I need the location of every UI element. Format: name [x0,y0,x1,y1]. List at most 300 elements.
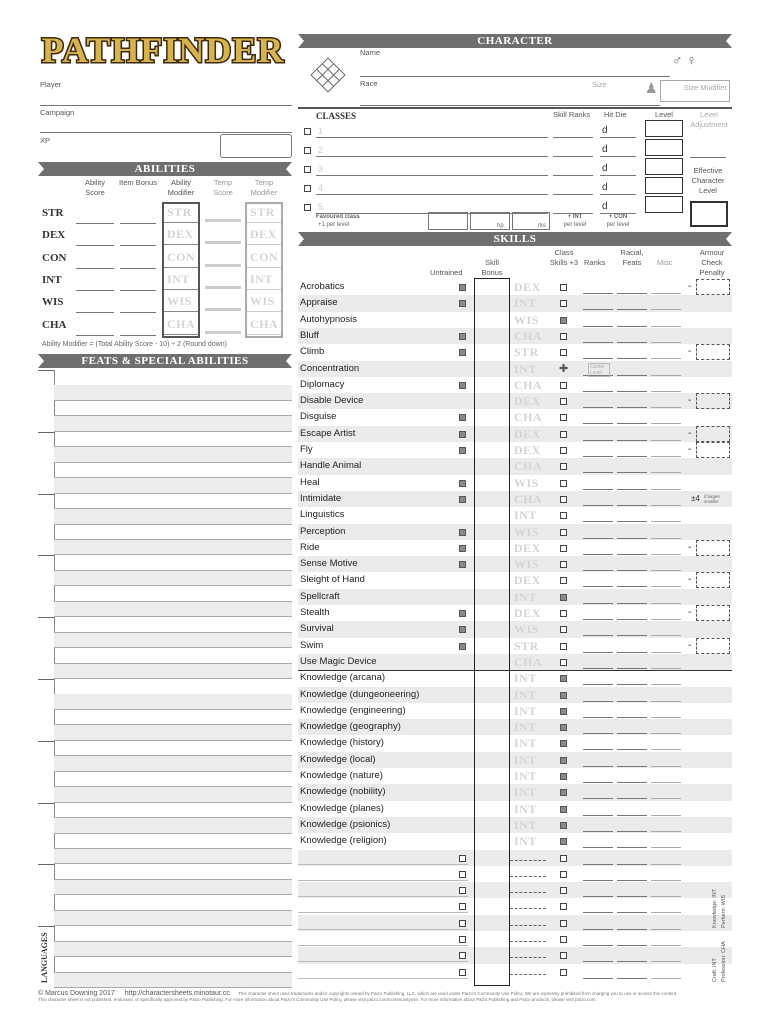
ranks-field[interactable] [583,407,613,408]
misc-field[interactable] [651,440,681,441]
misc-field[interactable] [651,309,681,310]
size-modifier-field[interactable]: Size Modifier [660,80,730,102]
misc-field[interactable] [651,815,681,816]
misc-field[interactable] [651,896,681,897]
acp-box[interactable] [696,344,730,360]
class-level-box[interactable] [645,177,683,194]
feat-row[interactable] [54,973,292,989]
feat-row[interactable] [54,803,292,819]
misc-field[interactable] [651,635,681,636]
ranks-field[interactable] [583,749,613,750]
item-bonus-field[interactable] [120,312,156,313]
class-skill-checkbox[interactable] [560,708,567,715]
acp-box[interactable] [696,540,730,556]
custom-skill-untrained[interactable] [459,871,466,878]
acp-box[interactable] [696,605,730,621]
feat-row[interactable] [54,447,292,463]
class-skill-checkbox[interactable] [560,447,567,454]
ability-score-field[interactable] [76,290,114,291]
class-skill-checkbox[interactable] [560,349,567,356]
ranks-field[interactable] [583,586,613,587]
hit-die-field[interactable] [600,137,636,138]
ability-score-field[interactable] [76,335,114,336]
racial-feats-field[interactable] [617,749,647,750]
acp-box[interactable] [696,572,730,588]
skill-row[interactable] [298,964,732,980]
misc-field[interactable] [651,929,681,930]
misc-field[interactable] [651,749,681,750]
feat-row[interactable] [54,432,292,448]
feat-row[interactable] [54,494,292,510]
class-level-box[interactable] [645,158,683,175]
racial-feats-field[interactable] [617,293,647,294]
skill-row[interactable] [298,312,732,328]
racial-feats-field[interactable] [617,864,647,865]
racial-feats-field[interactable] [617,815,647,816]
feat-row[interactable] [54,880,292,896]
custom-ability-field[interactable] [510,876,546,877]
class-skill-checkbox[interactable] [560,529,567,536]
class-level-box[interactable] [645,196,683,213]
ranks-field[interactable] [583,489,613,490]
temp-score-field[interactable] [205,331,241,334]
custom-skill-untrained[interactable] [459,969,466,976]
class-skill-checkbox[interactable] [560,887,567,894]
class-checkbox[interactable] [304,147,311,154]
custom-skill-name-field[interactable] [298,912,468,913]
skill-row[interactable] [298,589,732,605]
misc-field[interactable] [651,668,681,669]
ranks-field[interactable] [583,342,613,343]
skill-row[interactable] [298,931,732,947]
misc-field[interactable] [651,489,681,490]
class-skill-checkbox[interactable] [560,675,567,682]
ranks-field[interactable] [583,880,613,881]
racial-feats-field[interactable] [617,407,647,408]
feat-row[interactable] [54,710,292,726]
custom-skill-name-field[interactable] [298,896,468,897]
temp-score-field[interactable] [205,286,241,289]
class-skill-checkbox[interactable] [560,317,567,324]
class-skill-checkbox[interactable] [560,936,567,943]
class-level-box[interactable] [645,139,683,156]
class-skill-checkbox[interactable] [560,969,567,976]
feat-row[interactable] [54,385,292,401]
feat-row[interactable] [54,602,292,618]
hit-die-field[interactable] [600,175,636,176]
class-skill-checkbox[interactable] [560,610,567,617]
misc-field[interactable] [651,293,681,294]
skill-row[interactable] [298,784,732,800]
skill-row[interactable] [298,605,732,621]
custom-ability-field[interactable] [510,941,546,942]
ranks-field[interactable] [583,652,613,653]
skill-row[interactable] [298,328,732,344]
racial-feats-field[interactable] [617,472,647,473]
misc-field[interactable] [651,375,681,376]
temp-score-field[interactable] [205,308,241,311]
skill-row[interactable] [298,654,732,670]
skill-row[interactable] [298,442,732,458]
skill-row[interactable] [298,524,732,540]
class-skill-checkbox[interactable] [560,594,567,601]
ranks-field[interactable] [583,961,613,962]
skill-row[interactable] [298,295,732,311]
racial-feats-field[interactable] [617,668,647,669]
temp-score-field[interactable] [205,241,241,244]
misc-field[interactable] [651,619,681,620]
custom-ability-field[interactable] [510,925,546,926]
effective-level-field[interactable] [690,201,728,227]
racial-feats-field[interactable] [617,978,647,979]
ranks-field[interactable] [583,603,613,604]
feat-row[interactable] [54,555,292,571]
footer-url[interactable]: http://charactersheets.minotaur.cc [124,990,230,997]
skill-row[interactable] [298,735,732,751]
feat-row[interactable] [54,756,292,772]
ranks-field[interactable] [583,293,613,294]
ranks-field[interactable] [583,538,613,539]
racial-feats-field[interactable] [617,619,647,620]
skill-row[interactable] [298,801,732,817]
feat-row[interactable] [54,957,292,973]
racial-feats-field[interactable] [617,423,647,424]
class-skill-checkbox[interactable] [560,284,567,291]
class-skill-checkbox[interactable] [560,545,567,552]
racial-feats-field[interactable] [617,945,647,946]
ranks-field[interactable] [583,554,613,555]
feat-row[interactable] [54,834,292,850]
feat-row[interactable] [54,911,292,927]
skill-row[interactable] [298,426,732,442]
feat-row[interactable] [54,463,292,479]
class-level-box[interactable] [645,120,683,137]
ability-score-field[interactable] [76,312,114,313]
racial-feats-field[interactable] [617,896,647,897]
acp-box[interactable] [696,426,730,442]
class-skill-checkbox[interactable] [560,952,567,959]
favoured-hp-box-2[interactable] [470,212,510,230]
custom-skill-untrained[interactable] [459,920,466,927]
misc-field[interactable] [651,423,681,424]
skill-row[interactable] [298,898,732,914]
class-skill-checkbox[interactable] [560,903,567,910]
class-skill-checkbox[interactable] [560,871,567,878]
misc-field[interactable] [651,717,681,718]
class-skill-checkbox[interactable] [560,789,567,796]
ranks-field[interactable] [583,472,613,473]
racial-feats-field[interactable] [617,538,647,539]
ranks-field[interactable] [583,864,613,865]
hit-die-field[interactable] [600,156,636,157]
feat-row[interactable] [54,694,292,710]
ranks-field[interactable] [583,423,613,424]
racial-feats-field[interactable] [617,309,647,310]
ability-score-field[interactable] [76,268,114,269]
racial-feats-field[interactable] [617,489,647,490]
misc-field[interactable] [651,701,681,702]
feat-row[interactable] [54,540,292,556]
race-field[interactable] [360,105,660,106]
skill-row[interactable] [298,752,732,768]
feat-row[interactable] [54,772,292,788]
racial-feats-field[interactable] [617,440,647,441]
ability-score-field[interactable] [76,223,114,224]
misc-field[interactable] [651,733,681,734]
feat-row[interactable] [54,617,292,633]
custom-skill-name-field[interactable] [298,978,468,979]
custom-skill-name-field[interactable] [298,961,468,962]
racial-feats-field[interactable] [617,456,647,457]
custom-skill-name-field[interactable] [298,945,468,946]
misc-field[interactable] [651,554,681,555]
class-skill-checkbox[interactable] [560,398,567,405]
misc-field[interactable] [651,538,681,539]
class-skill-checkbox[interactable] [560,757,567,764]
class-skill-checkbox[interactable] [560,512,567,519]
racial-feats-field[interactable] [617,342,647,343]
ranks-field[interactable] [583,945,613,946]
skill-row[interactable] [298,882,732,898]
skill-row[interactable] [298,915,732,931]
misc-field[interactable] [651,945,681,946]
skill-row[interactable] [298,344,732,360]
class-name-field[interactable] [316,194,548,195]
misc-field[interactable] [651,912,681,913]
skill-row[interactable] [298,638,732,654]
level-adjustment-field[interactable] [690,157,726,158]
ranks-field[interactable] [583,668,613,669]
skill-row[interactable] [298,719,732,735]
item-bonus-field[interactable] [120,268,156,269]
item-bonus-field[interactable] [120,223,156,224]
ranks-field[interactable] [583,456,613,457]
class-skill-checkbox[interactable] [560,822,567,829]
misc-field[interactable] [651,782,681,783]
racial-feats-field[interactable] [617,554,647,555]
misc-field[interactable] [651,766,681,767]
class-skill-checkbox[interactable] [560,806,567,813]
misc-field[interactable] [651,391,681,392]
item-bonus-field[interactable] [120,335,156,336]
temp-score-field[interactable] [205,264,241,267]
ability-score-field[interactable] [76,245,114,246]
xp-field[interactable] [220,134,292,158]
custom-skill-untrained[interactable] [459,936,466,943]
racial-feats-field[interactable] [617,586,647,587]
misc-field[interactable] [651,847,681,848]
skill-row[interactable] [298,540,732,556]
racial-feats-field[interactable] [617,603,647,604]
ranks-field[interactable] [583,978,613,979]
skill-row[interactable] [298,850,732,866]
feat-row[interactable] [54,525,292,541]
campaign-field[interactable] [40,132,292,133]
misc-field[interactable] [651,684,681,685]
custom-ability-field[interactable] [510,908,546,909]
skill-row[interactable] [298,703,732,719]
feat-row[interactable] [54,571,292,587]
class-skill-checkbox[interactable] [560,920,567,927]
skill-row[interactable] [298,393,732,409]
class-checkbox[interactable] [304,185,311,192]
racial-feats-field[interactable] [617,570,647,571]
racial-feats-field[interactable] [617,782,647,783]
misc-field[interactable] [651,358,681,359]
class-skill-checkbox[interactable] [560,561,567,568]
skill-row[interactable] [298,572,732,588]
misc-field[interactable] [651,505,681,506]
racial-feats-field[interactable] [617,766,647,767]
custom-ability-field[interactable] [510,957,546,958]
skill-row[interactable] [298,670,732,686]
ranks-field[interactable] [583,635,613,636]
class-skill-checkbox[interactable] [560,838,567,845]
ranks-field[interactable] [583,521,613,522]
class-skill-checkbox[interactable] [560,333,567,340]
player-field[interactable] [40,105,292,106]
class-skill-checkbox[interactable] [560,382,567,389]
ranks-field[interactable] [583,440,613,441]
class-skill-ranks-field[interactable] [553,175,593,176]
hit-die-field[interactable] [600,194,636,195]
racial-feats-field[interactable] [617,831,647,832]
class-skill-ranks-field[interactable] [553,137,593,138]
class-skill-checkbox[interactable] [560,773,567,780]
ranks-field[interactable] [583,847,613,848]
class-checkbox[interactable] [304,204,311,211]
class-skill-checkbox[interactable] [560,724,567,731]
racial-feats-field[interactable] [617,733,647,734]
class-skill-checkbox[interactable] [560,659,567,666]
racial-feats-field[interactable] [617,847,647,848]
custom-skill-name-field[interactable] [298,929,468,930]
class-skill-checkbox[interactable] [560,496,567,503]
class-skill-checkbox[interactable] [560,414,567,421]
feat-row[interactable] [54,664,292,680]
ranks-field[interactable] [583,505,613,506]
misc-field[interactable] [651,603,681,604]
class-skill-checkbox[interactable] [560,300,567,307]
misc-field[interactable] [651,586,681,587]
skill-row[interactable] [298,475,732,491]
misc-field[interactable] [651,798,681,799]
skill-row[interactable] [298,833,732,849]
class-skill-checkbox[interactable] [560,692,567,699]
misc-field[interactable] [651,472,681,473]
ranks-field[interactable] [583,684,613,685]
ranks-field[interactable] [583,929,613,930]
skill-row[interactable] [298,458,732,474]
skill-row[interactable] [298,279,732,295]
class-skill-checkbox[interactable] [560,855,567,862]
feat-row[interactable] [54,725,292,741]
ranks-field[interactable] [583,717,613,718]
ranks-field[interactable] [583,815,613,816]
misc-field[interactable] [651,880,681,881]
skill-row[interactable] [298,621,732,637]
feat-row[interactable] [54,942,292,958]
racial-feats-field[interactable] [617,358,647,359]
feat-row[interactable] [54,787,292,803]
acp-box[interactable] [696,638,730,654]
skill-row[interactable] [298,409,732,425]
feat-row[interactable] [54,679,292,695]
item-bonus-field[interactable] [120,245,156,246]
misc-field[interactable] [651,521,681,522]
class-checkbox[interactable] [304,166,311,173]
skill-row[interactable] [298,491,732,507]
misc-field[interactable] [651,864,681,865]
misc-field[interactable] [651,978,681,979]
misc-field[interactable] [651,456,681,457]
racial-feats-field[interactable] [617,717,647,718]
skill-row[interactable] [298,377,732,393]
custom-skill-untrained[interactable] [459,855,466,862]
class-skill-checkbox[interactable] [560,463,567,470]
misc-field[interactable] [651,652,681,653]
class-skill-checkbox[interactable] [560,480,567,487]
class-skill-ranks-field[interactable] [553,156,593,157]
ranks-field[interactable] [583,896,613,897]
racial-feats-field[interactable] [617,326,647,327]
ranks-field[interactable] [583,391,613,392]
custom-ability-field[interactable] [510,860,546,861]
class-skill-ranks-field[interactable] [553,194,593,195]
skill-row[interactable] [298,507,732,523]
skill-row[interactable] [298,768,732,784]
feat-row[interactable] [54,895,292,911]
ranks-field[interactable] [583,766,613,767]
racial-feats-field[interactable] [617,375,647,376]
favoured-hp-box[interactable] [428,212,468,230]
racial-feats-field[interactable] [617,635,647,636]
ranks-field[interactable] [583,912,613,913]
feat-row[interactable] [54,818,292,834]
racial-feats-field[interactable] [617,929,647,930]
custom-skill-untrained[interactable] [459,887,466,894]
feat-row[interactable] [54,926,292,942]
racial-feats-field[interactable] [617,880,647,881]
class-skill-checkbox[interactable] [560,643,567,650]
class-name-field[interactable] [316,156,548,157]
class-name-field[interactable] [316,137,548,138]
custom-skill-untrained[interactable] [459,952,466,959]
class-name-field[interactable] [316,175,548,176]
item-bonus-field[interactable] [120,290,156,291]
feat-row[interactable] [54,478,292,494]
ranks-field[interactable] [583,358,613,359]
racial-feats-field[interactable] [617,391,647,392]
feat-row[interactable] [54,370,292,386]
feat-row[interactable] [54,586,292,602]
misc-field[interactable] [651,961,681,962]
custom-ability-field[interactable] [510,892,546,893]
acp-box[interactable] [696,393,730,409]
ranks-field[interactable] [583,831,613,832]
racial-feats-field[interactable] [617,505,647,506]
class-skill-checkbox[interactable] [560,431,567,438]
ranks-field[interactable] [583,326,613,327]
skill-row[interactable] [298,556,732,572]
class-skill-checkbox[interactable] [560,626,567,633]
feat-row[interactable] [54,401,292,417]
racial-feats-field[interactable] [617,652,647,653]
skill-row[interactable] [298,361,732,377]
racial-feats-field[interactable] [617,684,647,685]
skill-row[interactable] [298,817,732,833]
misc-field[interactable] [651,831,681,832]
